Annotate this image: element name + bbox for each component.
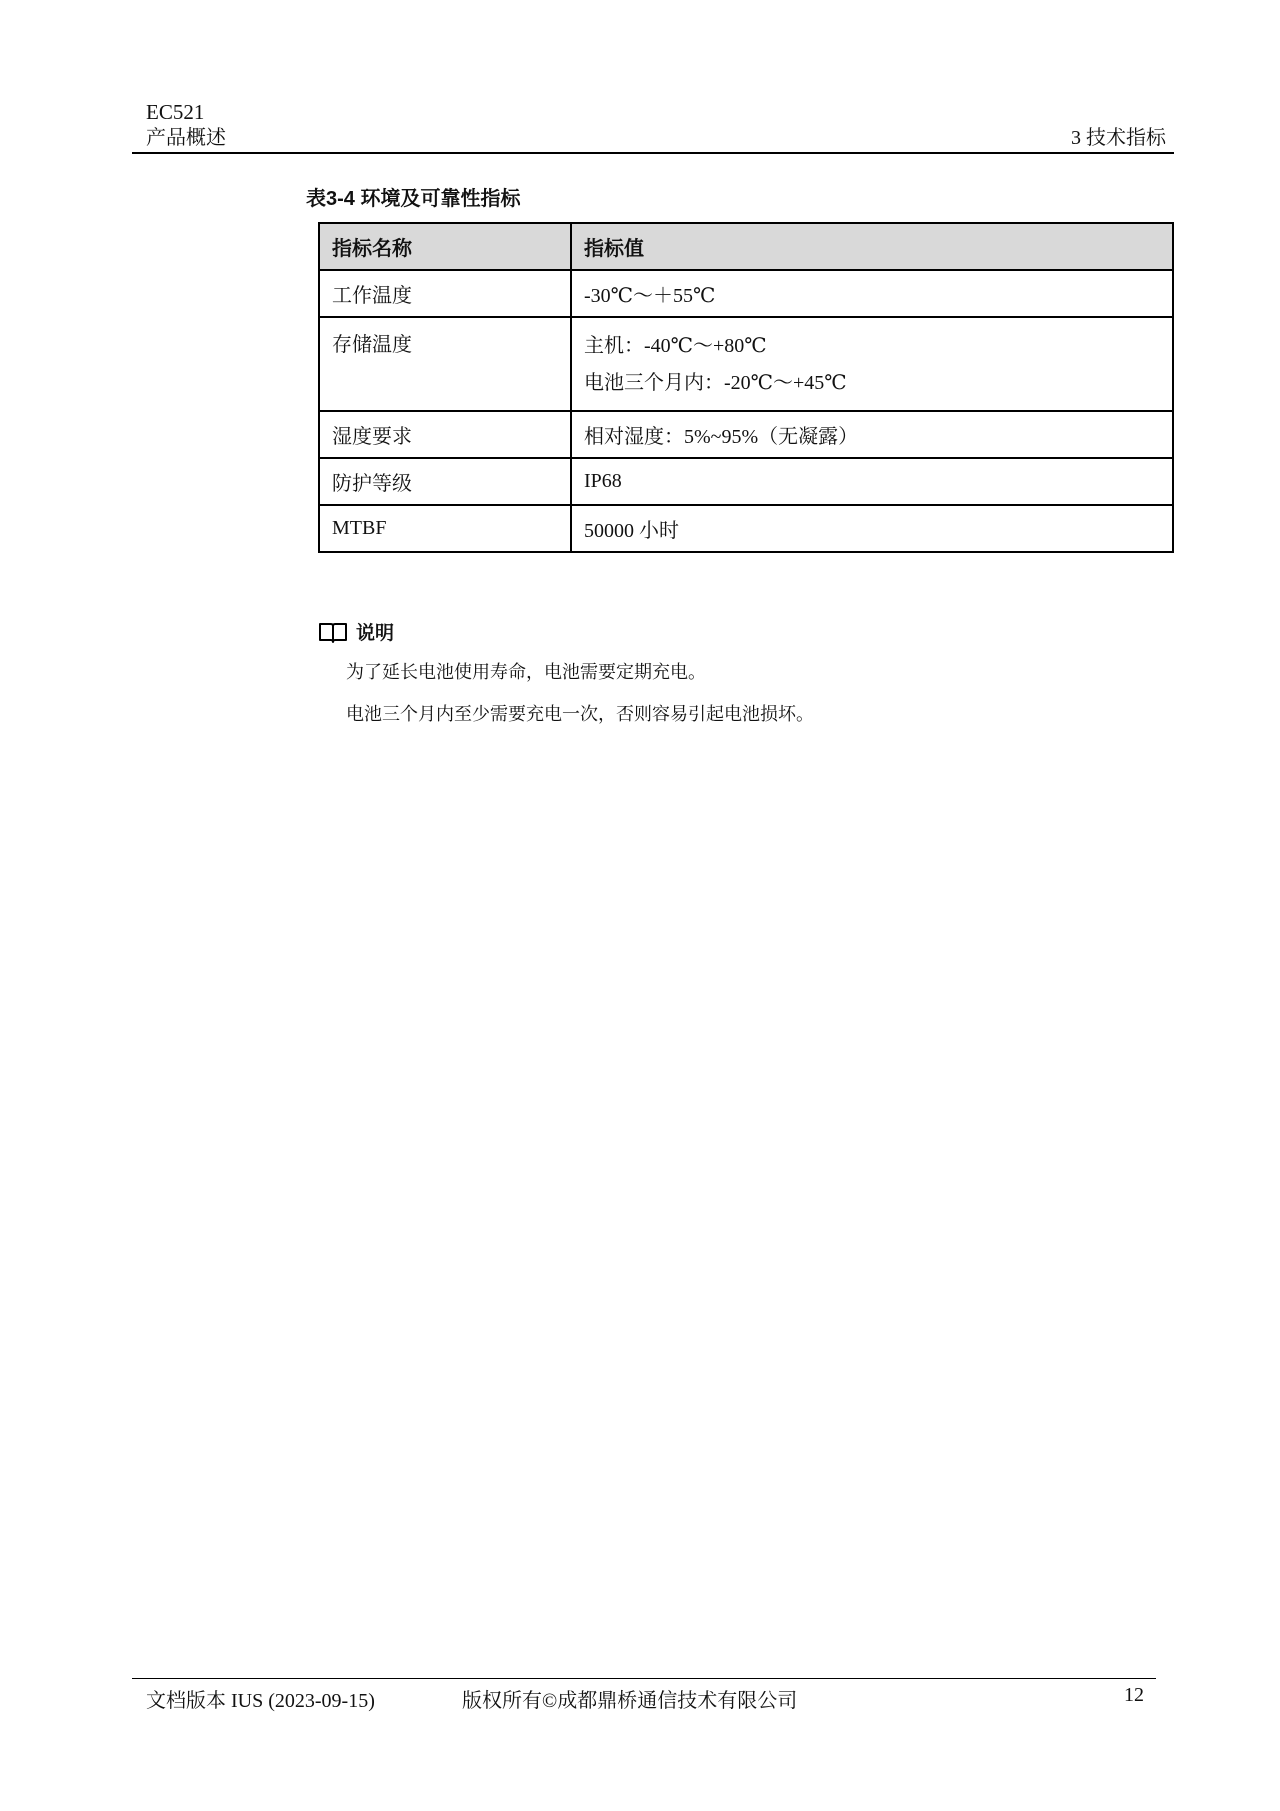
row-value: 50000 小时 — [571, 505, 1173, 552]
note-line: 电池三个月内至少需要充电一次，否则容易引起电池损坏。 — [346, 704, 814, 724]
footer-copyright: 版权所有©成都鼎桥通信技术有限公司 — [462, 1690, 798, 1712]
header-section: 产品概述 — [146, 127, 226, 149]
note-label: 说明 — [356, 623, 395, 644]
book-icon — [318, 621, 348, 643]
spec-table — [318, 222, 1174, 553]
table-row — [319, 270, 1173, 317]
row-name: 防护等级 — [319, 458, 571, 505]
table-row — [319, 505, 1173, 552]
header-rule — [132, 152, 1174, 154]
column-header-name: 指标名称 — [319, 223, 571, 270]
table-header-row — [319, 223, 1173, 270]
header-chapter: 3 技术指标 — [1071, 127, 1166, 149]
row-value-line: 电池三个月内：-20℃～+45℃ — [584, 372, 847, 394]
row-name: 工作温度 — [319, 270, 571, 317]
header-doc-title: EC521 — [146, 100, 205, 124]
footer-rule — [132, 1678, 1156, 1679]
footer-page-number: 12 — [1124, 1684, 1144, 1706]
row-value — [571, 317, 1173, 411]
row-name: 存储温度 — [319, 317, 571, 411]
row-value: 相对湿度：5%~95%（无凝露） — [571, 411, 1173, 458]
table-caption: 表3-4 环境及可靠性指标 — [306, 188, 521, 210]
row-value-line: 主机：-40℃～+80℃ — [584, 335, 767, 357]
footer-version: 文档版本 IUS (2023-09-15) — [146, 1690, 375, 1712]
table-row — [319, 317, 1173, 411]
table-row — [319, 411, 1173, 458]
table-row — [319, 458, 1173, 505]
note-line: 为了延长电池使用寿命，电池需要定期充电。 — [346, 662, 706, 682]
note-heading — [318, 618, 394, 645]
row-value: -30℃～＋55℃ — [571, 270, 1173, 317]
row-name: MTBF — [319, 505, 571, 552]
row-value: IP68 — [571, 458, 1173, 505]
column-header-value: 指标值 — [571, 223, 1173, 270]
row-name: 湿度要求 — [319, 411, 571, 458]
